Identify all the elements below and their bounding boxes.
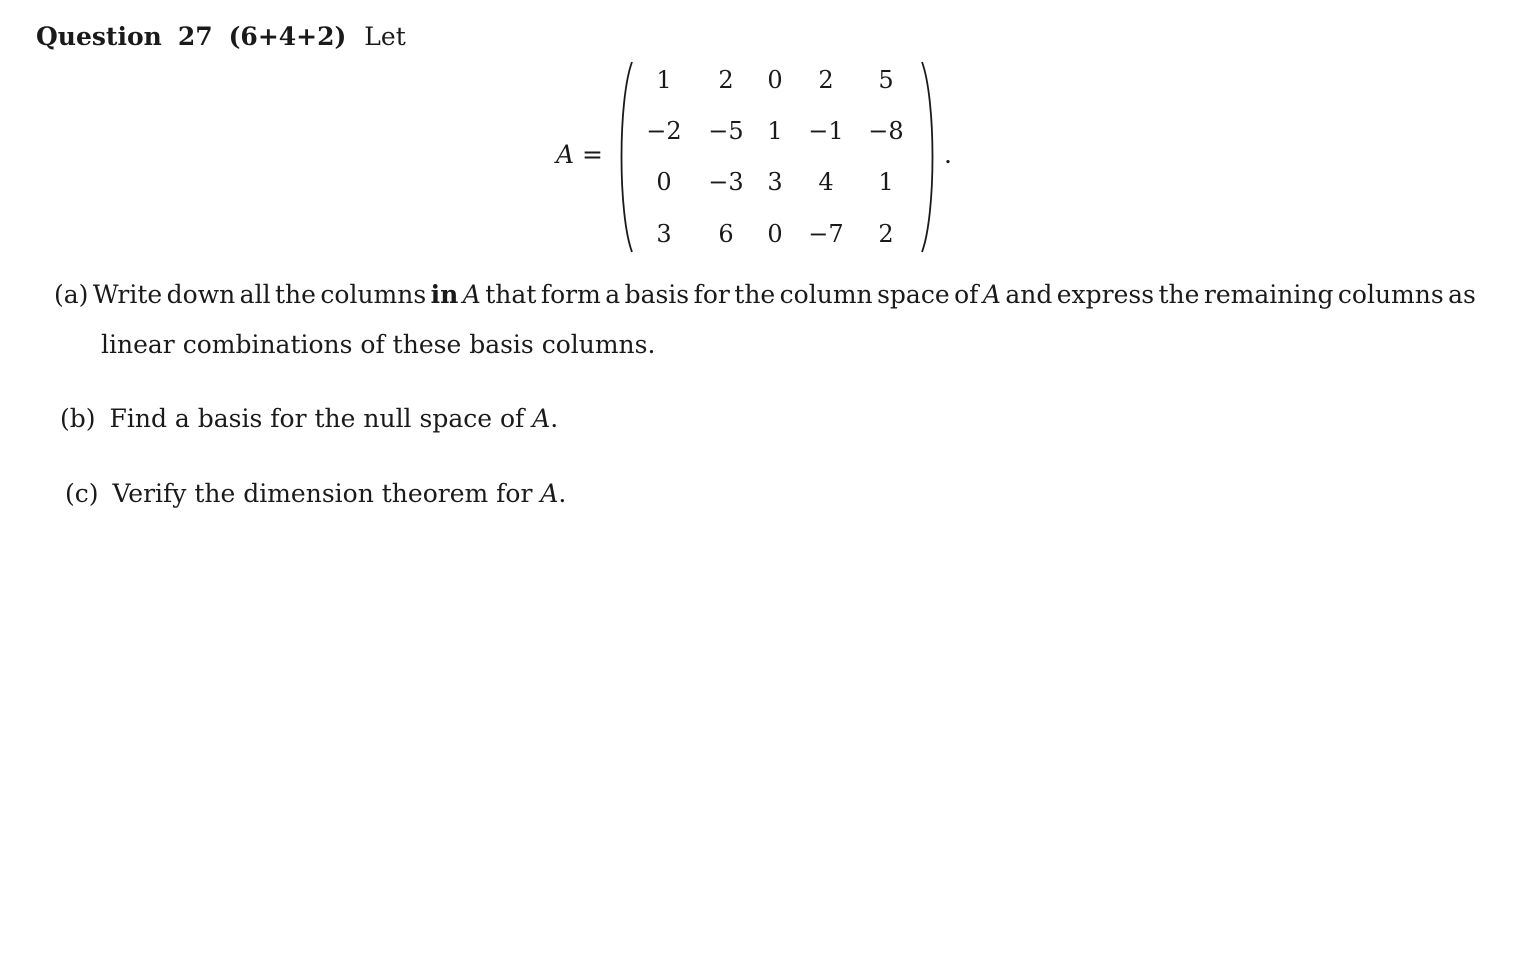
part-a-word: Write: [92, 280, 163, 309]
part-a-word: of: [954, 280, 979, 309]
matrix-cell: −5: [708, 117, 744, 145]
matrix-cell: 2: [878, 220, 894, 248]
part-a-word: A: [982, 280, 1001, 309]
left-parenthesis-icon: [618, 60, 634, 254]
question-intro: Let: [364, 22, 406, 51]
part-a-word: space: [877, 280, 950, 309]
part-a-word: basis: [624, 280, 690, 309]
part-a-word: as: [1448, 280, 1476, 309]
matrix-trailing-period: .: [944, 140, 952, 169]
part-b: [60, 404, 558, 433]
matrix-name: A: [556, 140, 575, 169]
part-c-mark: (c): [65, 479, 99, 508]
part-a-word: A: [462, 280, 481, 309]
question-marks: (6+4+2): [228, 22, 347, 51]
matrix-cell: −8: [868, 117, 904, 145]
matrix-cell: 3: [656, 220, 672, 248]
question-header: [36, 22, 406, 51]
matrix-cell: −2: [646, 117, 682, 145]
part-a-word: columns: [320, 280, 427, 309]
part-c-text: Verify the dimension theorem for: [112, 479, 541, 508]
part-a-word: down: [166, 280, 236, 309]
right-parenthesis-icon: [920, 60, 936, 254]
matrix-cell: −3: [708, 168, 744, 196]
question-number: 27: [177, 22, 213, 51]
matrix-cell: 0: [656, 168, 672, 196]
part-a-word: in: [430, 280, 459, 309]
matrix-cell: −1: [808, 117, 844, 145]
part-c-end: .: [558, 479, 567, 508]
matrix-cell: 6: [718, 220, 734, 248]
part-a-word: columns: [1337, 280, 1444, 309]
part-b-mark: (b): [60, 404, 96, 433]
matrix-cell: −7: [808, 220, 844, 248]
part-a-word: the: [734, 280, 776, 309]
part-a-word: all: [239, 280, 271, 309]
part-b-var: A: [532, 404, 551, 433]
part-a-mark: (a): [54, 280, 89, 309]
matrix-cell: 0: [767, 66, 783, 94]
matrix-cell: 2: [818, 66, 834, 94]
part-a-word: form: [540, 280, 601, 309]
part-a-word: express: [1056, 280, 1155, 309]
part-c-var: A: [540, 479, 559, 508]
part-a-word: for: [693, 280, 730, 309]
part-c: [65, 479, 566, 508]
matrix-cell: 4: [818, 168, 834, 196]
matrix-cell: 0: [767, 220, 783, 248]
matrix-equals: =: [582, 140, 603, 169]
matrix-cell: 1: [656, 66, 672, 94]
matrix-label: [556, 140, 603, 169]
part-a-line2: linear combinations of these basis columns.: [101, 330, 656, 359]
matrix-cell: 1: [878, 168, 894, 196]
part-a-word: and: [1005, 280, 1053, 309]
part-a-line1: [54, 280, 1476, 309]
part-b-end: .: [550, 404, 559, 433]
part-a-word: that: [485, 280, 537, 309]
question-label: Question: [36, 22, 162, 51]
part-a-word: a: [605, 280, 621, 309]
part-b-text: Find a basis for the null space of: [109, 404, 533, 433]
part-a-word: the: [275, 280, 316, 309]
matrix-cell: 3: [767, 168, 783, 196]
part-a-word: the: [1158, 280, 1200, 309]
matrix-cell: 1: [767, 117, 783, 145]
part-a-word: remaining: [1203, 280, 1334, 309]
matrix-cell: 2: [718, 66, 734, 94]
part-a-word: column: [779, 280, 873, 309]
matrix-cell: 5: [878, 66, 894, 94]
